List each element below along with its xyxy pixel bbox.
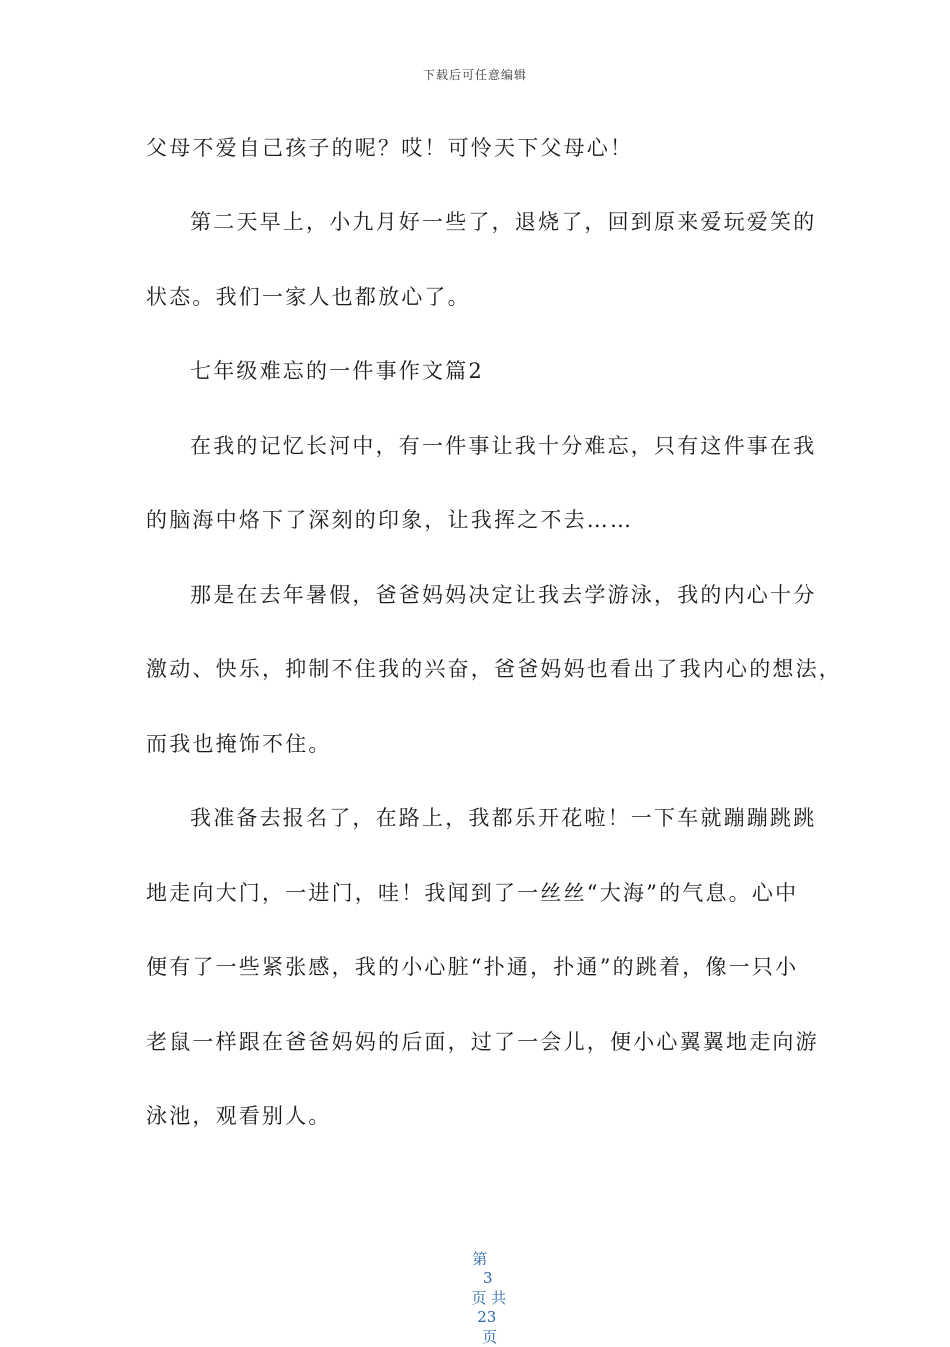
paragraph-line-12: 便有了一些紧张感，我的小心脏“扑通，扑通”的跳着，像一只小 [146,955,799,979]
footer-middle: 页 共 [471,1289,507,1307]
paragraph-line-8: 激动、快乐，抑制不住我的兴奋，爸爸妈妈也看出了我内心的想法， [146,657,842,681]
paragraph-line-14: 泳池，观看别人。 [146,1104,332,1128]
paragraph-line-9: 而我也掩饰不住。 [146,732,332,756]
paragraph-line-1: 父母不爱自己孩子的呢？哎！可怜天下父母心！ [146,136,634,160]
footer-current-page: 3 [483,1269,493,1287]
paragraph-line-7: 那是在去年暑假，爸爸妈妈决定让我去学游泳，我的内心十分 [190,583,817,607]
page-header: 下载后可任意编辑 [422,68,527,82]
paragraph-line-6: 的脑海中烙下了深刻的印象，让我挥之不去…… [146,508,634,532]
footer-total-pages: 23 [477,1308,497,1326]
paragraph-line-11: 地走向大门，一进门，哇！我闻到了一丝丝“大海”的气息。心中 [146,881,799,905]
paragraph-line-2: 第二天早上，小九月好一些了，退烧了，回到原来爱玩爱笑的 [190,210,817,234]
footer-suffix: 页 [482,1328,498,1346]
paragraph-line-13: 老鼠一样跟在爸爸妈妈的后面，过了一会儿，便小心翼翼地走向游 [146,1030,819,1054]
paragraph-line-3: 状态。我们一家人也都放心了。 [146,285,471,309]
paragraph-line-5: 在我的记忆长河中，有一件事让我十分难忘，只有这件事在我 [190,434,817,458]
paragraph-line-10: 我准备去报名了，在路上，我都乐开花啦！一下车就蹦蹦跳跳 [190,806,817,830]
page-footer [0,1230,950,1347]
footer-prefix: 第 [472,1250,488,1268]
section-heading: 七年级难忘的一件事作文篇2 [190,359,484,383]
